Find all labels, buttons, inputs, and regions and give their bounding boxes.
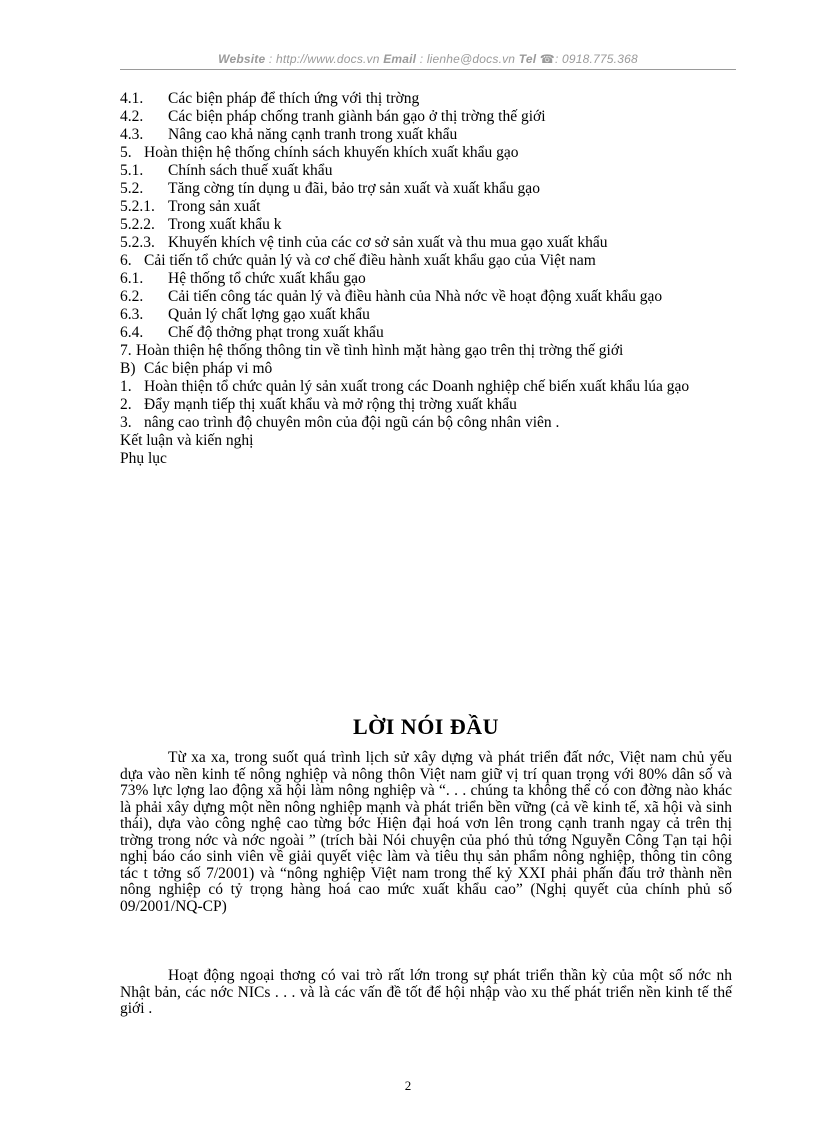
toc-item xyxy=(120,450,732,468)
toc-text: Chế độ thởng phạt trong xuất khẩu xyxy=(168,324,384,341)
toc-text: Tăng cờng tín dụng u đãi, bảo trợ sản xuất và xuất khẩu gạo xyxy=(168,180,540,197)
toc-text: Hoàn thiện hệ thống chính sách khuyến khích xuất khẩu gạo xyxy=(144,144,519,161)
toc-item xyxy=(120,162,732,180)
toc-text: Chính sách thuế xuất khẩu xyxy=(168,162,333,179)
toc-text: Trong xuất khẩu k xyxy=(168,216,282,233)
toc-text: Nâng cao khả năng cạnh tranh trong xuất khẩu xyxy=(168,126,458,143)
toc-number: B) xyxy=(120,360,136,377)
email-value[interactable]: : lienhe@docs.vn xyxy=(419,52,516,66)
toc-item xyxy=(120,198,732,216)
toc-number: 5.2.1. xyxy=(120,198,155,215)
toc-text: nâng cao trình độ chuyên môn của đội ngũ cán bộ công nhân viên . xyxy=(144,414,560,431)
toc-item xyxy=(120,288,732,306)
toc-number: 1. xyxy=(120,378,132,395)
toc-number: 5.2.2. xyxy=(120,216,155,233)
toc-item xyxy=(120,396,732,414)
section-title: LỜI NÓI ĐẦU xyxy=(352,714,500,739)
intro-paragraph-1: Từ xa xa, trong suốt quá trình lịch sử xây dựng và phát triển đất nớc, Việt nam chủ yếu dựa vào nền kinh tế nông nghiệp và nông thôn Việt nam giữ vị trí quan trọng với 80% dân số và 73% lực lợng lao động xã hội làm nông nghiệp và “. . . chúng ta không thể có con đờng nào khác là phải xây dựng một nền nông nghiệp mạnh và phát triển bền vững (cả về kinh tế, xã hội và sinh thái), dựa vào công nghệ cao từng bớc Hiện đại hoá vơn lên trong cạnh tranh ngay cả trên thị trờng trong nớc và nớc ngoài ” (trích bài Nói chuyện của phó thủ tớng Nguyễn Công Tạn tại hội nghị báo cáo sinh viên về giải quyết việc làm và tiêu thụ sản phẩm nông nghiệp, thông tin công tác t tởng số 7/2001) và “nông nghiệp Việt nam trong thế kỷ XXI phải phấn đấu trở thành nền nông nghiệp có tỷ trọng hàng hoá cao mức xuất khẩu cao” (Nghị quyết của chính phủ số 09/2001/NQ-CP) xyxy=(120,749,732,915)
email-label: Email xyxy=(383,52,417,66)
toc-text: Các biện pháp chống tranh giành bán gạo ở thị trờng thế giới xyxy=(168,108,546,125)
header-divider xyxy=(120,69,736,70)
toc-number: 5.2. xyxy=(120,180,144,197)
toc-number: 5.1. xyxy=(120,162,144,179)
toc-number: 6.3. xyxy=(120,306,144,323)
website-label: Website xyxy=(218,52,266,66)
toc-item xyxy=(120,378,732,396)
toc-number: 6.2. xyxy=(120,288,144,305)
tel-value: : 0918.775.368 xyxy=(554,52,638,66)
toc-number: 4.2. xyxy=(120,108,144,125)
toc-text: Các biện pháp để thích ứng với thị trờng xyxy=(168,90,420,107)
intro-paragraph-2: Hoạt động ngoại thơng có vai trò rất lớn trong sự phát triển thần kỳ của một số nớc nh Nhật bản, các nớc NICs . . . và là các vấn đề tốt để hội nhập vào xu thế phát triển nền kinh tế thế giới . xyxy=(120,967,732,1017)
toc-item xyxy=(120,126,732,144)
toc-text: Cải tiến tổ chức quản lý và cơ chế điều hành xuất khẩu gạo của Việt nam xyxy=(144,252,596,269)
page-header xyxy=(120,52,736,66)
toc-text: Hệ thống tổ chức xuất khẩu gạo xyxy=(168,270,366,287)
toc-number: 2. xyxy=(120,396,132,413)
toc-text: Kết luận và kiến nghị xyxy=(120,432,254,449)
toc-text: Quản lý chất lợng gạo xuất khẩu xyxy=(168,306,370,323)
toc-number: 4.1. xyxy=(120,90,144,107)
toc-text: Phụ lục xyxy=(120,450,167,467)
toc-number: 6.4. xyxy=(120,324,144,341)
toc-item xyxy=(120,144,732,162)
toc-item xyxy=(120,252,732,270)
toc-text: Đẩy mạnh tiếp thị xuất khẩu và mở rộng thị trờng xuất khẩu xyxy=(144,396,517,413)
toc-item xyxy=(120,90,732,108)
page-number: 2 xyxy=(404,1078,412,1093)
toc-item xyxy=(120,270,732,288)
toc-number: 7. xyxy=(120,342,132,359)
toc-number: 6.1. xyxy=(120,270,144,287)
toc-item xyxy=(120,216,732,234)
phone-icon: ☎ xyxy=(539,52,555,66)
toc-item xyxy=(120,414,732,432)
toc-number: 4.3. xyxy=(120,126,144,143)
toc-item xyxy=(120,234,732,252)
toc-number: 6. xyxy=(120,252,132,269)
toc-item xyxy=(120,432,732,450)
toc-item xyxy=(120,306,732,324)
toc-number: 5.2.3. xyxy=(120,234,155,251)
toc-item xyxy=(120,180,732,198)
toc-item xyxy=(120,342,732,360)
toc-text: Hoàn thiện hệ thống thông tin về tình hình mặt hàng gạo trên thị trờng thế giới xyxy=(136,342,624,359)
toc-text: Hoàn thiện tổ chức quản lý sản xuất trong các Doanh nghiệp chế biến xuất khẩu lúa gạo xyxy=(144,378,690,395)
table-of-contents xyxy=(120,90,732,468)
website-value[interactable]: : http://www.docs.vn xyxy=(268,52,380,66)
tel-label: Tel xyxy=(518,52,537,66)
toc-text: Cải tiến công tác quản lý và điều hành của Nhà nớc về hoạt động xuất khẩu gạo xyxy=(168,288,663,305)
toc-number: 5. xyxy=(120,144,132,161)
toc-item xyxy=(120,360,732,378)
toc-text: Trong sản xuất xyxy=(168,198,261,215)
toc-text: Khuyến khích vệ tinh của các cơ sở sản xuất và thu mua gạo xuất khẩu xyxy=(168,234,608,251)
toc-item xyxy=(120,324,732,342)
toc-item xyxy=(120,108,732,126)
toc-text: Các biện pháp vi mô xyxy=(144,360,273,377)
toc-number: 3. xyxy=(120,414,132,431)
